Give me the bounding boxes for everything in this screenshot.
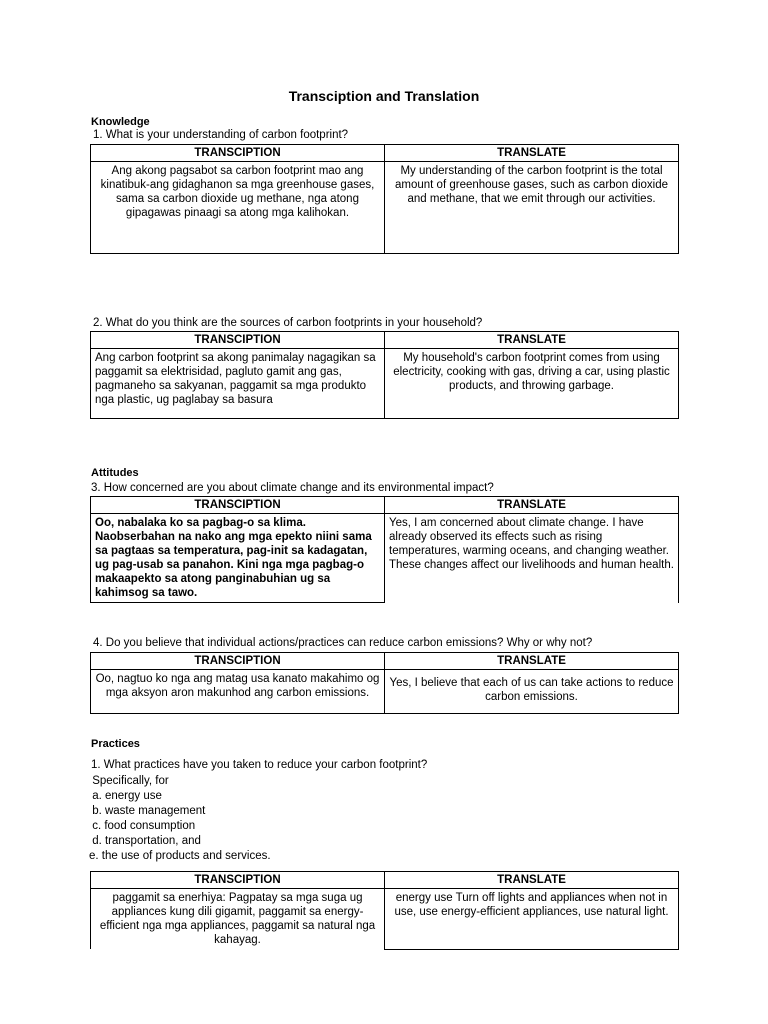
answer-table-attitudes-4 [90,652,679,714]
column-header-transcription: TRANSCIPTION [91,497,385,514]
answer-table-knowledge-1 [90,144,679,254]
answer-table-knowledge-2 [90,331,679,419]
translate-cell: Yes, I am concerned about climate change. I have already observed its effects such as rising temperatures, warming oceans, and changing weather. These changes affect our livelihoods and human health. [385,514,679,603]
practices-line: d. transportation, and [89,835,201,847]
practices-line: b. waste management [89,805,206,817]
translate-cell: energy use Turn off lights and appliances when not in use, use energy-efficient appliances, use natural light. [385,889,679,950]
translate-cell: My understanding of the carbon footprint is the total amount of greenhouse gases, such as carbon dioxide and methane, that we emit through our activities. [385,162,679,254]
question-attitudes-3: 3. How concerned are you about climate change and its environmental impact? [91,482,494,494]
practices-line: Specifically, for [89,775,169,787]
translate-cell: My household's carbon footprint comes from using electricity, cooking with gas, driving a car, using plastic products, and throwing garbage. [385,349,679,419]
column-header-transcription: TRANSCIPTION [91,332,385,349]
column-header-translate: TRANSLATE [385,497,679,514]
question-practices-1: 1. What practices have you taken to reduce your carbon footprint? [91,759,428,771]
practices-line: e. the use of products and services. [89,850,271,862]
column-header-translate: TRANSLATE [385,872,679,889]
section-heading-knowledge: Knowledge [91,116,150,128]
column-header-transcription: TRANSCIPTION [91,145,385,162]
column-header-translate: TRANSLATE [385,332,679,349]
section-heading-attitudes: Attitudes [91,467,139,479]
practices-list [89,774,271,864]
transcription-cell: Oo, nabalaka ko sa pagbag-o sa klima. Naobserbahan na nako ang mga epekto niini sama sa pagtaas sa temperatura, pag-init sa kadagatan, ug pag-usab sa panahon. Kini nga mga pagbag-o makaapekto sa atong panginabuhian ug sa kahimsog sa tawo. [91,514,385,603]
question-knowledge-2: 2. What do you think are the sources of carbon footprints in your household? [93,317,483,329]
column-header-transcription: TRANSCIPTION [91,653,385,670]
practices-line: a. energy use [89,790,162,802]
answer-table-practices-1 [90,871,679,950]
translate-cell: Yes, I believe that each of us can take actions to reduce carbon emissions. [385,670,679,714]
transcription-cell: Ang akong pagsabot sa carbon footprint mao ang kinatibuk-ang gidaghanon sa mga greenhouse gases, sama sa carbon dioxide ug methane, nga atong gipagawas pinaagi sa atong mga kalihokan. [91,162,385,254]
section-heading-practices: Practices [91,738,140,750]
practices-line: c. food consumption [89,820,196,832]
column-header-translate: TRANSLATE [385,653,679,670]
answer-table-attitudes-3 [90,496,679,603]
column-header-translate: TRANSLATE [385,145,679,162]
transcription-cell: paggamit sa enerhiya: Pagpatay sa mga suga ug appliances kung dili gigamit, paggamit sa energy-efficient nga mga appliances, paggamit sa natural nga kahayag. [91,889,385,950]
transcription-cell: Ang carbon footprint sa akong panimalay nagagikan sa paggamit sa elektrisidad, pagluto gamit ang gas, pagmaneho sa sakyanan, paggamit sa mga produkto nga plastic, ug paglabay sa basura [91,349,385,419]
question-knowledge-1: 1. What is your understanding of carbon footprint? [93,129,349,141]
transcription-cell: Oo, nagtuo ko nga ang matag usa kanato makahimo og mga aksyon aron makunhod ang carbon emissions. [91,670,385,714]
column-header-transcription: TRANSCIPTION [91,872,385,889]
page-title: Transciption and Translation [288,88,480,104]
question-attitudes-4: 4. Do you believe that individual actions/practices can reduce carbon emissions? Why or why not? [93,637,593,649]
